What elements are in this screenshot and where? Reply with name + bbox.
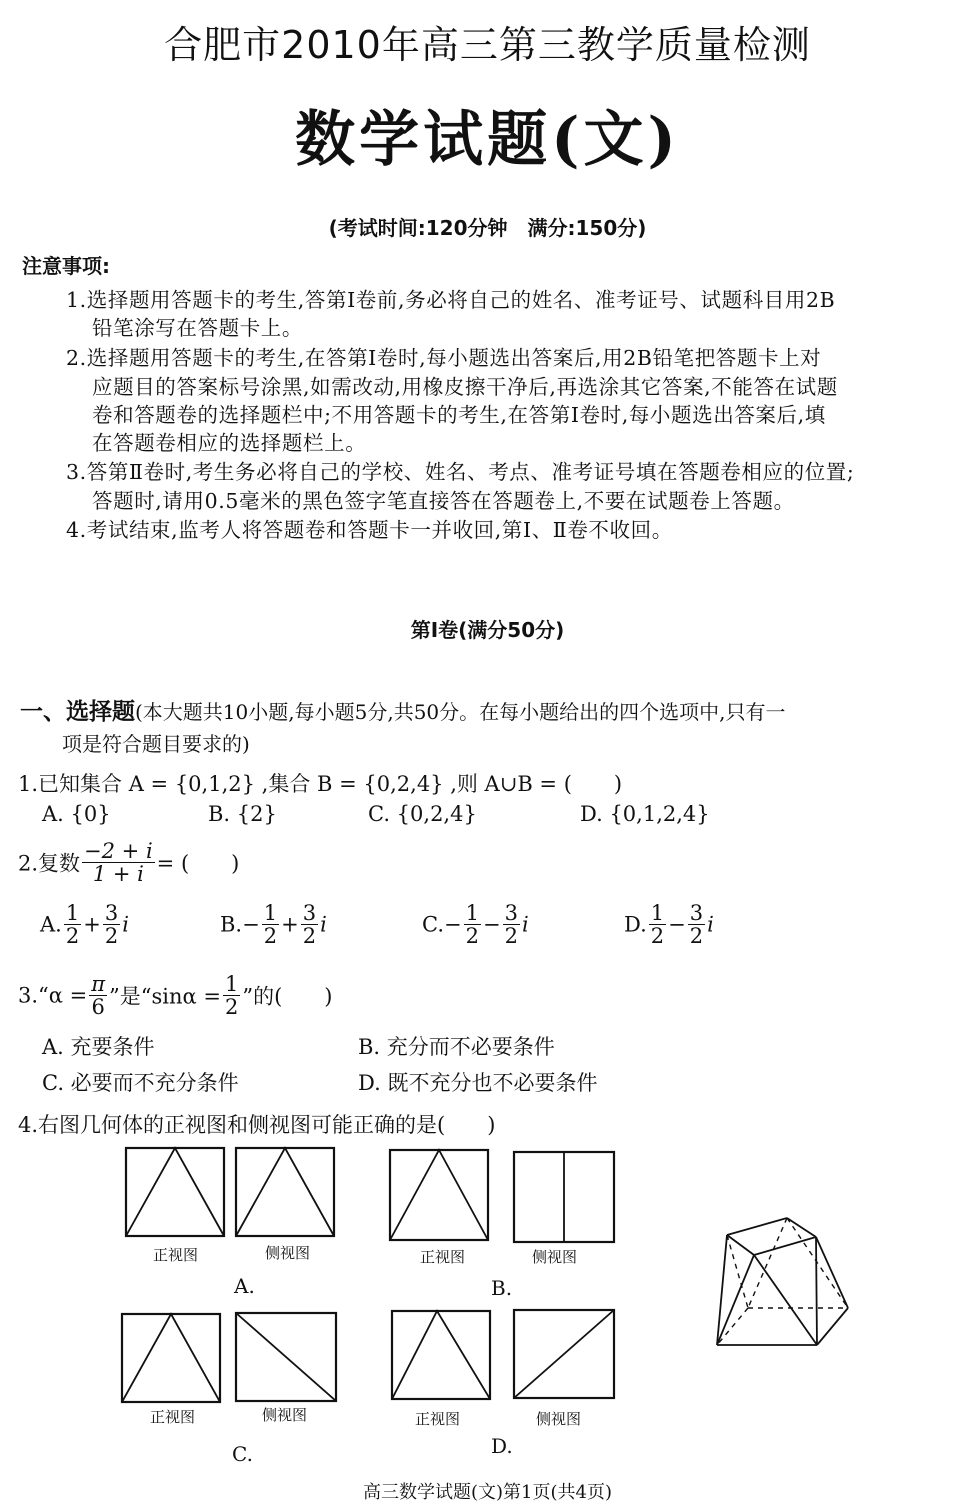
question-3-part-1: 3.“α = bbox=[18, 983, 88, 1008]
option-fraction-2 bbox=[688, 902, 705, 947]
notice-item-2-line-4: 在答题卷相应的选择题栏上。 bbox=[92, 431, 367, 455]
option-c-side-view-figure bbox=[234, 1311, 338, 1405]
option-fraction-1 bbox=[464, 902, 481, 947]
option-fraction-2-num: 3 bbox=[302, 901, 317, 925]
question-2-denominator: 1 + i bbox=[92, 862, 144, 887]
option-imaginary-unit: i bbox=[122, 912, 129, 937]
option-operator: − bbox=[668, 912, 686, 937]
question-3-fraction-2-den: 2 bbox=[225, 995, 239, 1020]
question-3-fraction-1-den: 6 bbox=[91, 995, 105, 1020]
option-c-front-view-label: 正视图 bbox=[150, 1408, 196, 1426]
question-3-part-3: ”的( ) bbox=[242, 984, 333, 1009]
option-fraction-1-num: 1 bbox=[65, 901, 80, 925]
option-d-side-view-label: 侧视图 bbox=[536, 1410, 582, 1428]
option-a-front-view-label: 正视图 bbox=[153, 1246, 199, 1264]
question-2-stem bbox=[18, 840, 239, 885]
option-fraction-1-den: 2 bbox=[465, 924, 479, 949]
option-operator: + bbox=[83, 912, 101, 937]
question-1-stem: 1.已知集合 A = {0,1,2} ,集合 B = {0,2,4} ,则 A∪B = ( ) bbox=[18, 772, 623, 796]
option-c-label: C. bbox=[232, 1442, 253, 1466]
option-fraction-1-den: 2 bbox=[65, 924, 80, 949]
option-fraction-1-num: 1 bbox=[263, 901, 278, 925]
option-sign: − bbox=[242, 912, 260, 937]
solid-hidden-edges bbox=[717, 1218, 848, 1345]
option-imaginary-unit: i bbox=[707, 912, 714, 937]
part-description: (本大题共10小题,每小题5分,共50分。在每小题给出的四个选项中,只有一 bbox=[135, 700, 786, 724]
notice-item-4-line-1: 4.考试结束,监考人将答题卷和答题卡一并收回,第Ⅰ、Ⅱ卷不收回。 bbox=[66, 518, 673, 542]
option-operator: − bbox=[482, 912, 501, 937]
option-a-side-view-label: 侧视图 bbox=[265, 1244, 311, 1262]
question-3-fraction-1 bbox=[89, 973, 107, 1018]
question-3-stem bbox=[18, 973, 333, 1018]
question-3-option-a: A. 充要条件 bbox=[42, 1035, 155, 1059]
option-fraction-1 bbox=[649, 902, 666, 947]
question-2-suffix: = ( ) bbox=[156, 851, 240, 876]
question-3-option-b: B. 充分而不必要条件 bbox=[358, 1035, 555, 1059]
option-a-side-view-figure bbox=[234, 1146, 336, 1240]
option-fraction-2-den: 2 bbox=[302, 924, 317, 949]
question-1-option-c: C. {0,2,4} bbox=[368, 802, 477, 826]
option-fraction-1-num: 1 bbox=[465, 901, 479, 925]
exam-info: (考试时间:120分钟 满分:150分) bbox=[328, 216, 647, 240]
page-footer: 高三数学试题(文)第1页(共4页) bbox=[363, 1482, 612, 1503]
option-sign: − bbox=[444, 912, 462, 937]
notice-item-2-line-3: 卷和答题卷的选择题栏中;不用答题卡的考生,在答第Ⅰ卷时,每小题选出答案后,填 bbox=[92, 403, 826, 427]
part-heading-line bbox=[20, 693, 786, 726]
option-fraction-2-den: 2 bbox=[689, 924, 704, 949]
question-3-option-d: D. 既不充分也不必要条件 bbox=[358, 1071, 598, 1095]
option-imaginary-unit: i bbox=[521, 912, 529, 937]
option-fraction-2-num: 3 bbox=[504, 901, 518, 925]
question-1-option-d: D. {0,1,2,4} bbox=[580, 802, 710, 826]
option-fraction-1 bbox=[64, 902, 81, 947]
part-description-line-2: 项是符合题目要求的) bbox=[62, 732, 250, 756]
question-2-numerator: −2 + i bbox=[84, 839, 153, 863]
option-c-side-view-label: 侧视图 bbox=[262, 1406, 308, 1424]
section-title: 第Ⅰ卷(满分50分) bbox=[410, 618, 565, 642]
option-fraction-1-den: 2 bbox=[650, 924, 665, 949]
option-b-front-view-figure bbox=[388, 1148, 490, 1244]
notice-item-2-line-1: 2.选择题用答题卡的考生,在答第Ⅰ卷时,每小题选出答案后,用2B铅笔把答题卡上对 bbox=[66, 346, 822, 370]
option-label: A. bbox=[40, 912, 62, 937]
notice-item-3-line-1: 3.答第Ⅱ卷时,考生务必将自己的学校、姓名、考点、准考证号填在答题卷相应的位置; bbox=[66, 460, 855, 484]
notice-item-3-line-2: 答题时,请用0.5毫米的黑色签字笔直接答在答题卷上,不要在试题卷上答题。 bbox=[92, 489, 795, 513]
notice-item-1-line-2: 铅笔涂写在答题卡上。 bbox=[92, 316, 303, 340]
option-label: C. bbox=[422, 912, 444, 937]
option-d-side-view-figure bbox=[512, 1308, 616, 1402]
notice-heading: 注意事项: bbox=[22, 254, 110, 278]
option-operator: + bbox=[281, 912, 299, 937]
option-fraction-2 bbox=[301, 902, 318, 947]
option-fraction-2-num: 3 bbox=[104, 901, 119, 925]
option-fraction-1-den: 2 bbox=[263, 924, 278, 949]
option-b-side-view-figure bbox=[512, 1150, 616, 1246]
question-3-option-c: C. 必要而不充分条件 bbox=[42, 1071, 239, 1095]
question-3-fraction-2-num: 1 bbox=[225, 972, 239, 996]
question-1-option-b: B. {2} bbox=[208, 802, 277, 826]
option-d-label: D. bbox=[491, 1434, 513, 1458]
option-fraction-2 bbox=[503, 902, 520, 947]
option-a-label: A. bbox=[234, 1274, 255, 1298]
question-4-stem: 4.右图几何体的正视图和侧视图可能正确的是( ) bbox=[18, 1113, 496, 1137]
option-b-label: B. bbox=[491, 1276, 513, 1300]
option-b-side-view-label: 侧视图 bbox=[532, 1248, 578, 1266]
exam-name: 合肥市2010年高三第三教学质量检测 bbox=[164, 23, 811, 67]
question-3-fraction-2 bbox=[223, 973, 240, 1018]
option-label: B. bbox=[220, 912, 243, 937]
option-c-front-view-figure bbox=[120, 1312, 222, 1406]
subject-title: 数学试题(文) bbox=[295, 105, 680, 175]
solid-visible-edges bbox=[717, 1218, 848, 1345]
question-3-part-2: ”是“sinα = bbox=[109, 984, 221, 1009]
option-a-front-view-figure bbox=[124, 1146, 226, 1240]
option-fraction-2-num: 3 bbox=[689, 901, 704, 925]
question-1-option-a: A. {0} bbox=[42, 802, 111, 826]
option-fraction-2 bbox=[103, 902, 120, 947]
option-fraction-1-num: 1 bbox=[650, 901, 665, 925]
notice-item-2-line-2: 应题目的答案标号涂黑,如需改动,用橡皮擦干净后,再选涂其它答案,不能答在试题 bbox=[92, 375, 838, 399]
option-fraction-1 bbox=[262, 902, 279, 947]
option-d-front-view-figure bbox=[390, 1309, 492, 1403]
part-heading: 一、选择题 bbox=[20, 699, 135, 725]
option-d-front-view-label: 正视图 bbox=[415, 1410, 461, 1428]
question-3-fraction-1-num: π bbox=[91, 972, 106, 996]
notice-item-1-line-1: 1.选择题用答题卡的考生,答第Ⅰ卷前,务必将自己的姓名、准考证号、试题科目用2B bbox=[66, 288, 836, 312]
question-2-option-d bbox=[624, 902, 714, 947]
option-label: D. bbox=[624, 912, 647, 937]
geometric-solid-figure bbox=[700, 1200, 870, 1360]
question-2-option-b bbox=[220, 902, 327, 947]
question-2-option-a bbox=[40, 902, 129, 947]
option-fraction-2-den: 2 bbox=[104, 924, 119, 949]
question-2-prefix: 2.复数 bbox=[18, 851, 81, 876]
option-fraction-2-den: 2 bbox=[504, 924, 518, 949]
question-2-option-c bbox=[422, 902, 529, 947]
option-imaginary-unit: i bbox=[320, 912, 327, 937]
question-2-fraction bbox=[82, 840, 155, 885]
option-b-front-view-label: 正视图 bbox=[420, 1248, 466, 1266]
